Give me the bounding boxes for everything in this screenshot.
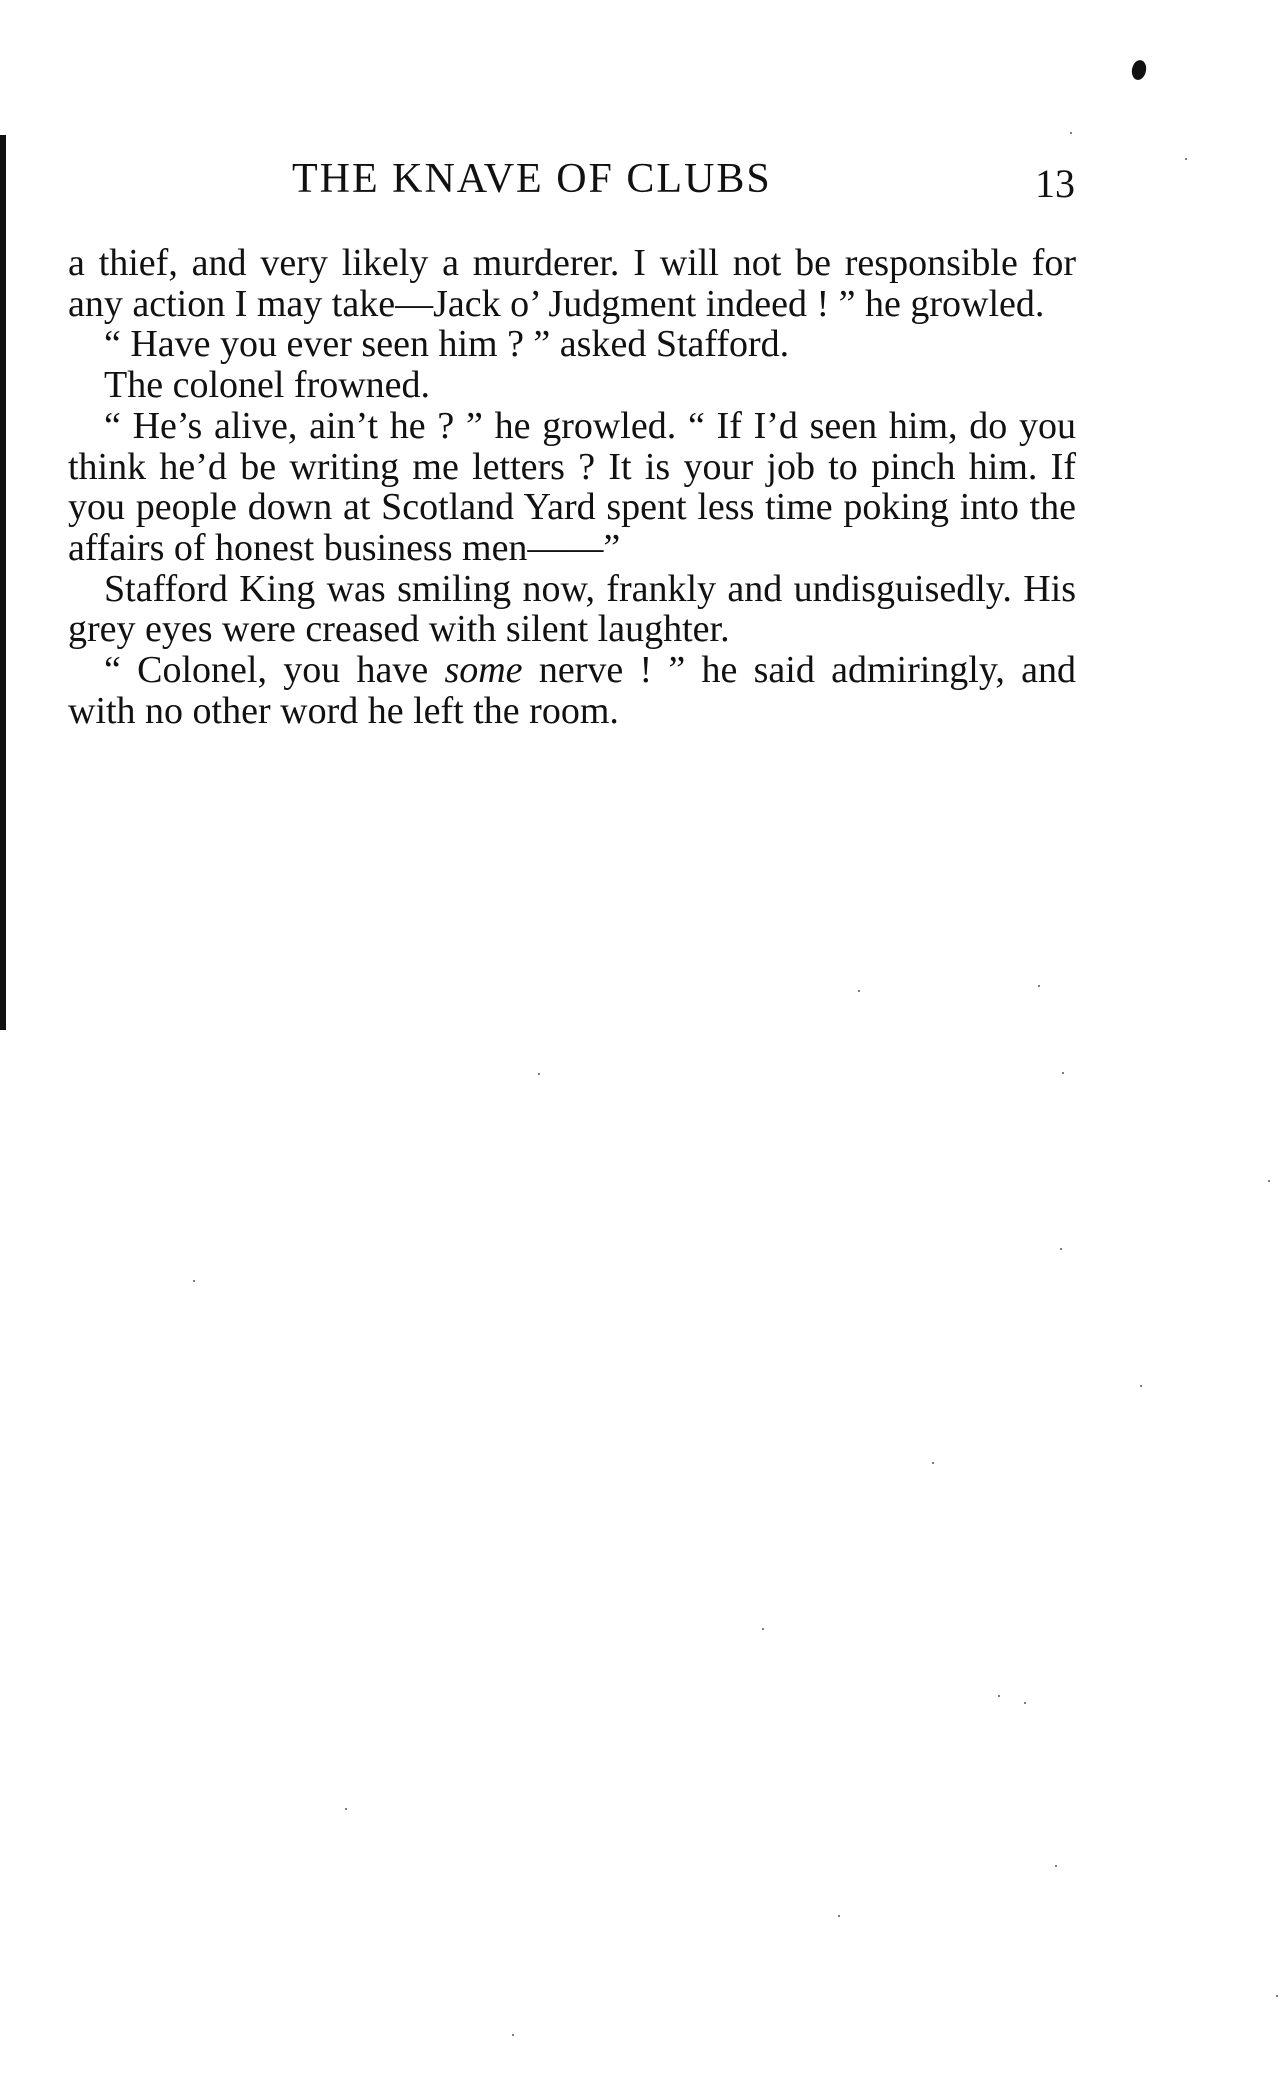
page-number: 13: [1035, 161, 1075, 206]
paper-speck: [1060, 1248, 1062, 1250]
paper-speck: [1062, 1072, 1064, 1074]
paper-speck: [858, 990, 860, 992]
paragraph-6: [68, 650, 1076, 731]
paragraph-2: “ Have you ever seen him ? ” asked Stafford.: [104, 323, 790, 366]
paper-speck: [998, 1695, 1000, 1697]
paper-speck: [1070, 132, 1072, 134]
paper-speck: [345, 1808, 347, 1810]
paragraph-6-rest: nerve ! ” he said admiringly, and with no other word he left the room.: [68, 649, 1076, 732]
emphasized-word: some: [444, 649, 523, 692]
paper-speck: [1276, 1995, 1278, 1997]
paper-speck: [762, 1628, 764, 1630]
body-text: [68, 243, 1076, 731]
paper-speck: [932, 1462, 934, 1464]
running-header: [0, 150, 1284, 210]
ink-blot: [1130, 59, 1148, 81]
paper-speck: [1268, 1180, 1270, 1182]
paragraph-6-lead: “ Colonel, you have: [104, 649, 445, 692]
paper-speck: [512, 2034, 514, 2036]
paper-speck: [193, 1280, 195, 1282]
paper-speck: [538, 1073, 540, 1075]
scan-gutter-edge: [0, 135, 6, 1030]
paragraph-4: “ He’s alive, ain’t he ? ” he growled. “ If I’d seen him, do you think he’d be writing me letters ? It is your job to pinch him. If you people down at Scotland Yard spent less time poking into the affairs of honest business men——”: [68, 404, 1076, 569]
paragraph-3: The colonel frowned.: [104, 364, 431, 407]
running-title: THE KNAVE OF CLUBS: [292, 156, 772, 202]
paper-speck: [1140, 1385, 1142, 1387]
paragraph-1: a thief, and very likely a murderer. I will not be responsible for any action I may take—Jack o’ Judgment indeed ! ” he growled.: [68, 242, 1076, 325]
paper-speck: [1038, 985, 1040, 987]
paper-speck: [1024, 1702, 1026, 1704]
paper-speck: [838, 1915, 840, 1917]
paper-speck: [1055, 1865, 1057, 1867]
paragraph-5: Stafford King was smiling now, frankly and undisguisedly. His grey eyes were creased with silent laughter.: [68, 567, 1076, 651]
